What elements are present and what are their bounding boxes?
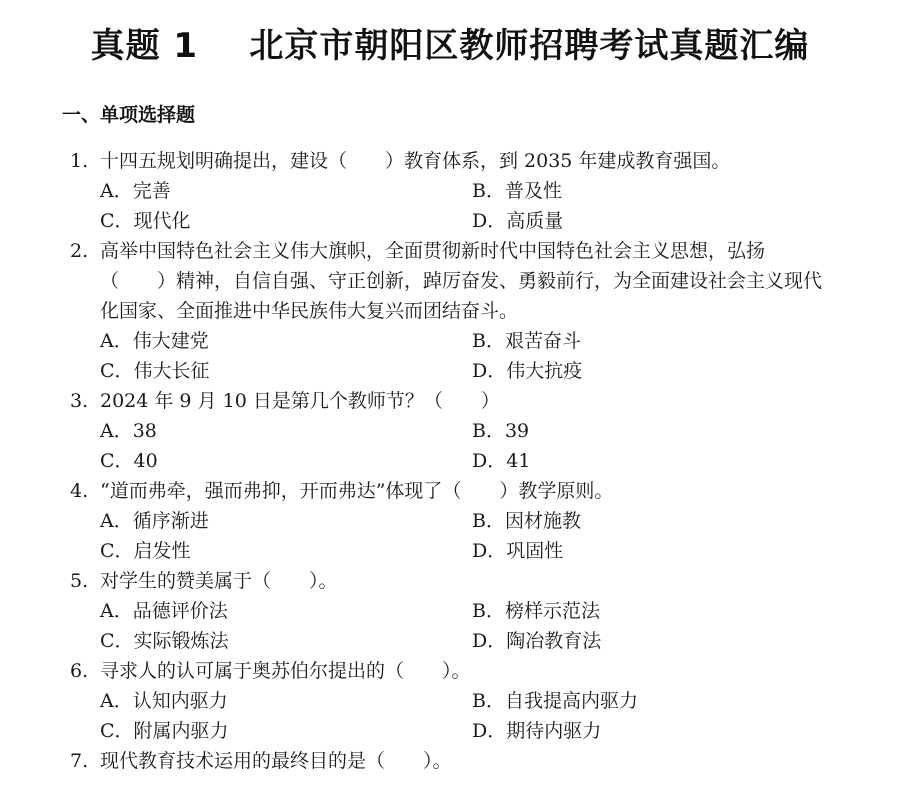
question-number: 6. <box>70 660 89 682</box>
answer-option: C．40 <box>100 450 158 472</box>
option-row <box>70 356 870 386</box>
section-heading: 一、单项选择题 <box>62 104 196 126</box>
answer-option: A．循序渐进 <box>100 510 209 532</box>
question-item <box>70 656 870 746</box>
answer-option: C．启发性 <box>100 540 191 562</box>
answer-option: C．伟大长征 <box>100 360 210 382</box>
page-title: 真题 1 北京市朝阳区教师招聘考试真题汇编 <box>90 26 810 66</box>
option-row <box>70 206 870 236</box>
option-row <box>70 536 870 566</box>
option-row <box>70 596 870 626</box>
option-row <box>70 176 870 206</box>
answer-option: B．自我提高内驱力 <box>472 690 638 712</box>
question-item <box>70 386 870 476</box>
answer-option: D．高质量 <box>472 210 564 232</box>
answer-option: B．39 <box>472 420 530 442</box>
question-stem <box>70 236 870 266</box>
question-number: 1. <box>70 150 89 172</box>
option-row <box>70 506 870 536</box>
answer-option: A．38 <box>100 420 157 442</box>
question-text-continued: 化国家、全面推进中华民族伟大复兴而团结奋斗。 <box>100 300 519 322</box>
answer-option: D．巩固性 <box>472 540 564 562</box>
answer-option: B．因材施教 <box>472 510 581 532</box>
answer-option: C．实际锻炼法 <box>100 630 229 652</box>
question-text-continued: （ ）精神，自信自强、守正创新，踔厉奋发、勇毅前行，为全面建设社会主义现代 <box>100 270 823 292</box>
answer-option: D．41 <box>472 450 531 472</box>
answer-option: A．认知内驱力 <box>100 690 228 712</box>
question-text: 寻求人的认可属于奥苏伯尔提出的（ ）。 <box>100 660 471 682</box>
question-text: 高举中国特色社会主义伟大旗帜，全面贯彻新时代中国特色社会主义思想，弘扬 <box>100 240 766 262</box>
answer-option: D．伟大抗疫 <box>472 360 583 382</box>
option-row <box>70 446 870 476</box>
question-number: 7. <box>70 750 89 772</box>
question-text: 2024 年 9 月 10 日是第几个教师节？（ ） <box>100 390 500 412</box>
question-item <box>70 566 870 656</box>
answer-option: A．伟大建党 <box>100 330 209 352</box>
question-text: 十四五规划明确提出，建设（ ）教育体系，到 2035 年建成教育强国。 <box>100 150 731 172</box>
answer-option: D．期待内驱力 <box>472 720 602 742</box>
question-item <box>70 476 870 566</box>
question-item <box>70 146 870 236</box>
option-row <box>70 686 870 716</box>
option-row <box>70 626 870 656</box>
question-stem <box>70 476 870 506</box>
question-text: “道而弗牵，强而弗抑，开而弗达”体现了（ ）教学原则。 <box>100 480 614 502</box>
question-stem <box>70 386 870 416</box>
answer-option: B．艰苦奋斗 <box>472 330 581 352</box>
question-number: 4. <box>70 480 89 502</box>
question-stem <box>70 656 870 686</box>
question-stem <box>70 566 870 596</box>
question-number: 3. <box>70 390 89 412</box>
answer-option: C．现代化 <box>100 210 191 232</box>
answer-option: B．榜样示范法 <box>472 600 600 622</box>
answer-option: B．普及性 <box>472 180 562 202</box>
question-stem <box>70 746 870 776</box>
answer-option: A．品德评价法 <box>100 600 228 622</box>
question-text: 现代教育技术运用的最终目的是（ ）。 <box>100 750 452 772</box>
option-row <box>70 716 870 746</box>
question-text: 对学生的赞美属于（ ）。 <box>100 570 338 592</box>
option-row <box>70 416 870 446</box>
answer-option: C．附属内驱力 <box>100 720 229 742</box>
answer-option: A．完善 <box>100 180 171 202</box>
question-list <box>70 146 870 776</box>
question-item <box>70 236 870 386</box>
question-item <box>70 746 870 776</box>
option-row <box>70 326 870 356</box>
answer-option: D．陶冶教育法 <box>472 630 602 652</box>
question-number: 2. <box>70 240 89 262</box>
question-stem <box>70 146 870 176</box>
question-number: 5. <box>70 570 89 592</box>
